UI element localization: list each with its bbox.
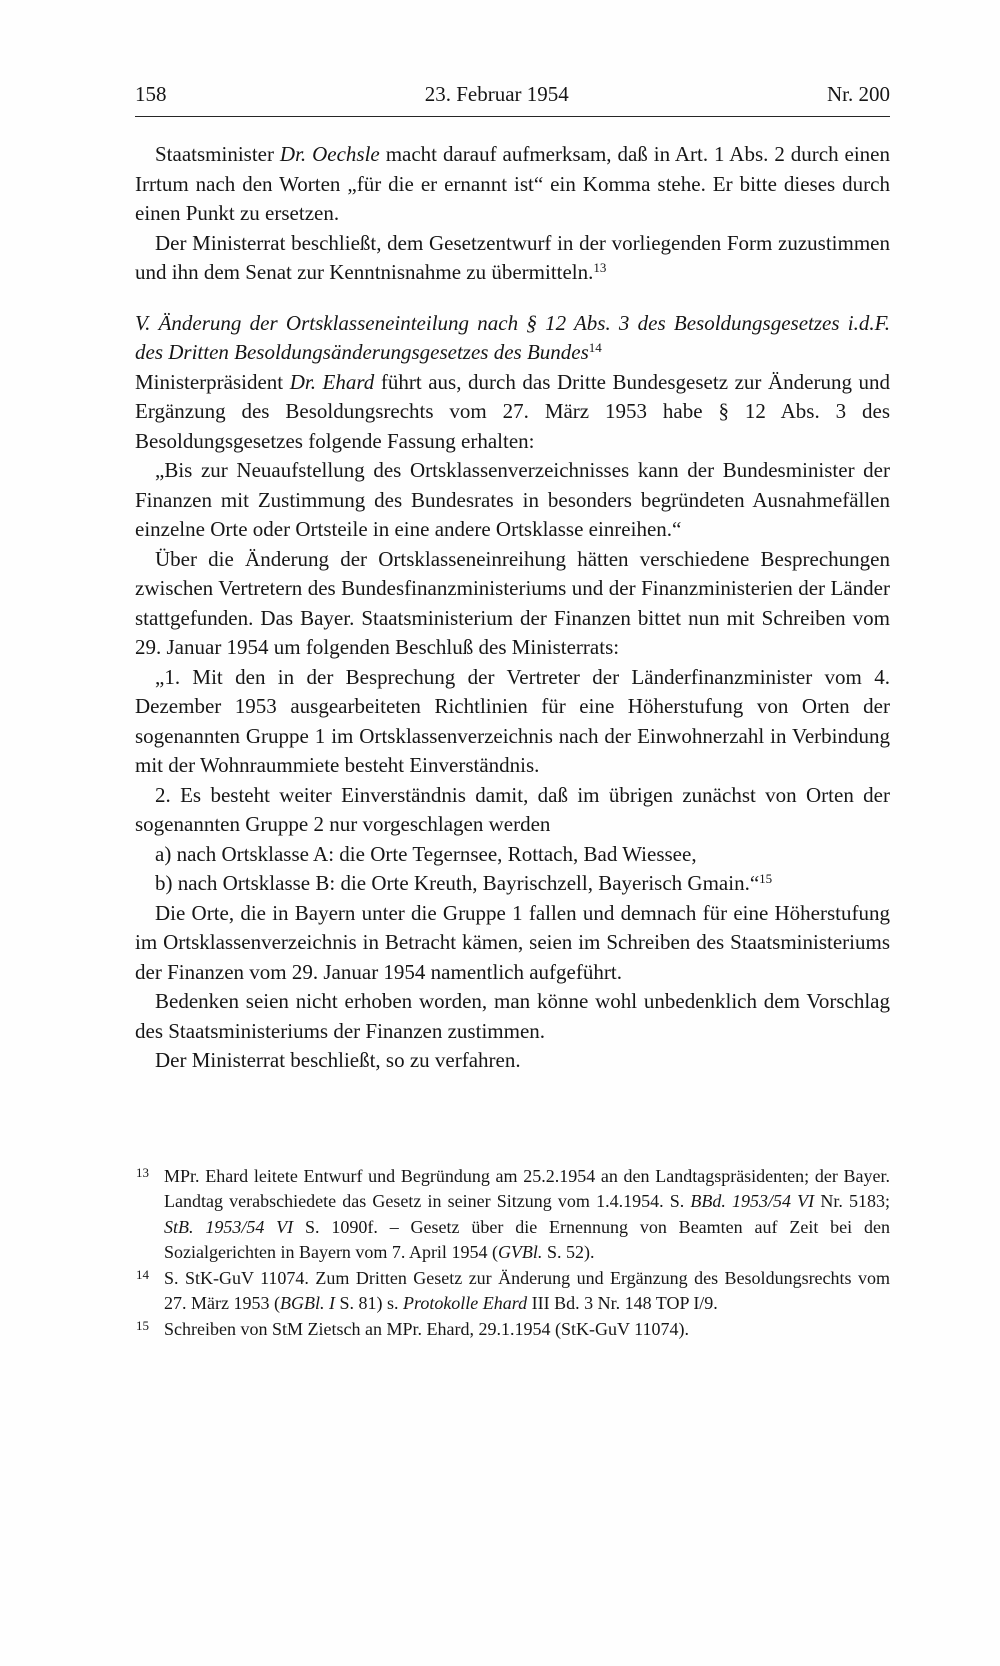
text-run: MPr. Ehard leitete Entwurf und Begründung am 25.2.1954 an den Landtagspräsidenten; der Bayer. Landtag verabschiedete das Gesetz in seiner Sitzung vom 1.4.1954. S. bbox=[164, 1165, 890, 1211]
italic-text: Dr. Ehard bbox=[289, 369, 375, 394]
paragraph bbox=[135, 899, 890, 988]
text-run: 2. Es besteht weiter Einverständnis damit, daß im übrigen zunächst von Orten der sogenannten Gruppe 2 nur vorgeschlagen werden bbox=[135, 782, 890, 836]
text-run: III Bd. 3 Nr. 148 TOP I/9. bbox=[527, 1293, 718, 1313]
text-run: S. StK-GuV 11074. Zum Dritten Gesetz zur Änderung und Ergänzung des Besoldungsrechts vom 27. März 1953 ( bbox=[164, 1267, 890, 1313]
header-date: 23. Februar 1954 bbox=[424, 82, 569, 106]
footnote-reference: 13 bbox=[593, 259, 607, 275]
text-run: Ministerpräsident bbox=[135, 369, 290, 394]
footnotes bbox=[135, 1164, 890, 1343]
footnote-reference: 14 bbox=[588, 339, 602, 355]
footnote-number: 14 bbox=[136, 1267, 149, 1283]
italic-text: V. Änderung der Ortsklasseneinteilung nach § 12 Abs. 3 des Besoldungsgesetzes i.d.F. des Dritten Besoldungsänderungsgesetzes des Bundes bbox=[135, 310, 890, 364]
text-run: macht darauf aufmerksam, daß in Art. 1 Abs. 2 durch einen Irrtum nach den Worten „für die er ernannt ist“ ein Komma stehe. Er bitte dieses durch einen Punkt zu ersetzen. bbox=[135, 142, 890, 225]
text-run: S. 1090f. – Gesetz über die Ernennung von Beamten auf Zeit bei den Sozialgerichten in Bayern vom 7. April 1954 ( bbox=[164, 1216, 890, 1262]
italic-text: Protokolle Ehard bbox=[402, 1293, 528, 1313]
footnote bbox=[135, 1266, 890, 1317]
paragraph bbox=[135, 140, 890, 229]
text-run: Bedenken seien nicht erhoben worden, man könne wohl unbedenklich dem Vorschlag des Staatsministeriums der Finanzen zustimmen. bbox=[135, 989, 890, 1043]
page-number: 158 bbox=[135, 82, 167, 106]
text-run: Über die Änderung der Ortsklasseneinreihung hätten verschiedene Besprechungen zwischen Vertretern des Bundesfinanzministeriums und der Finanzministerien der Länder stattgefunden. Das Bayer. Staatsministerium der Finanzen bittet nun mit Schreiben vom 29. Januar 1954 um folgenden Beschluß des Ministerrats: bbox=[135, 546, 890, 659]
paragraph bbox=[135, 781, 890, 840]
paragraph bbox=[135, 456, 890, 545]
text-run: Nr. 5183; bbox=[814, 1191, 890, 1211]
footnote bbox=[135, 1317, 890, 1343]
text-run: S. 52). bbox=[542, 1242, 595, 1262]
body-text bbox=[135, 140, 890, 1076]
text-run: Staatsminister bbox=[155, 142, 280, 166]
text-run: „1. Mit den in der Besprechung der Vertreter der Länderfinanzminister vom 4. Dezember 1953 ausgearbeiteten Richtlinien für eine Höherstufung von Orten der sogenannten Gruppe 1 im Ortsklassenverzeichnis nach der Einwohnerzahl in Verbindung mit der Wohnraummiete besteht Einverständnis. bbox=[135, 664, 890, 777]
paragraph bbox=[135, 1046, 890, 1076]
page-header bbox=[135, 82, 890, 117]
text-run: führt aus, durch das Dritte Bundesgesetz zur Änderung und Ergänzung des Besoldungsrechts vom 27. März 1953 habe § 12 Abs. 3 des Besoldungsgesetzes folgende Fassung erhalten: bbox=[135, 369, 891, 453]
paragraph bbox=[135, 987, 890, 1046]
footnote-number: 13 bbox=[136, 1165, 149, 1181]
section-heading bbox=[135, 309, 890, 368]
header-doc-number: Nr. 200 bbox=[827, 82, 890, 106]
italic-text: Dr. Oechsle bbox=[279, 142, 380, 166]
footnote bbox=[135, 1164, 890, 1266]
paragraph bbox=[135, 368, 890, 457]
text-run: Die Orte, die in Bayern unter die Gruppe 1 fallen und demnach für eine Höherstufung im Ortsklassenverzeichnis in Betracht kämen, seien im Schreiben des Staatsministeriums der Finanzen vom 29. Januar 1954 namentlich aufgeführt. bbox=[135, 900, 890, 984]
text-run: a) nach Ortsklasse A: die Orte Tegernsee, Rottach, Bad Wiessee, bbox=[155, 841, 697, 866]
italic-text: GVBl. bbox=[497, 1242, 543, 1262]
paragraph bbox=[135, 229, 890, 288]
footnote-number: 15 bbox=[136, 1318, 149, 1334]
text-run: S. 81) s. bbox=[334, 1293, 403, 1313]
italic-text: BGBl. I bbox=[279, 1293, 335, 1313]
text-run: Schreiben von StM Zietsch an MPr. Ehard, 29.1.1954 (StK-GuV 11074). bbox=[164, 1318, 689, 1339]
text-run: Der Ministerrat beschließt, so zu verfahren. bbox=[155, 1048, 521, 1072]
paragraph bbox=[135, 545, 890, 663]
text-run: Der Ministerrat beschließt, dem Gesetzentwurf in der vorliegenden Form zuzustimmen und ihn dem Senat zur Kenntnisnahme zu übermitteln. bbox=[135, 230, 890, 284]
text-run: b) nach Ortsklasse B: die Orte Kreuth, Bayrischzell, Bayerisch Gmain.“ bbox=[155, 871, 760, 895]
paragraph bbox=[135, 840, 890, 870]
paragraph bbox=[135, 869, 890, 899]
paragraph bbox=[135, 663, 890, 781]
footnote-reference: 15 bbox=[759, 870, 773, 886]
text-run: „Bis zur Neuaufstellung des Ortsklassenverzeichnisses kann der Bundesminister der Finanzen mit Zustimmung des Bundesrates in besonders begründeten Ausnahmefällen einzelne Orte oder Ortsteile in eine andere Ortsklasse einreihen.“ bbox=[135, 458, 890, 541]
italic-text: BBd. 1953/54 VI bbox=[690, 1191, 815, 1211]
italic-text: StB. 1953/54 VI bbox=[164, 1216, 294, 1237]
